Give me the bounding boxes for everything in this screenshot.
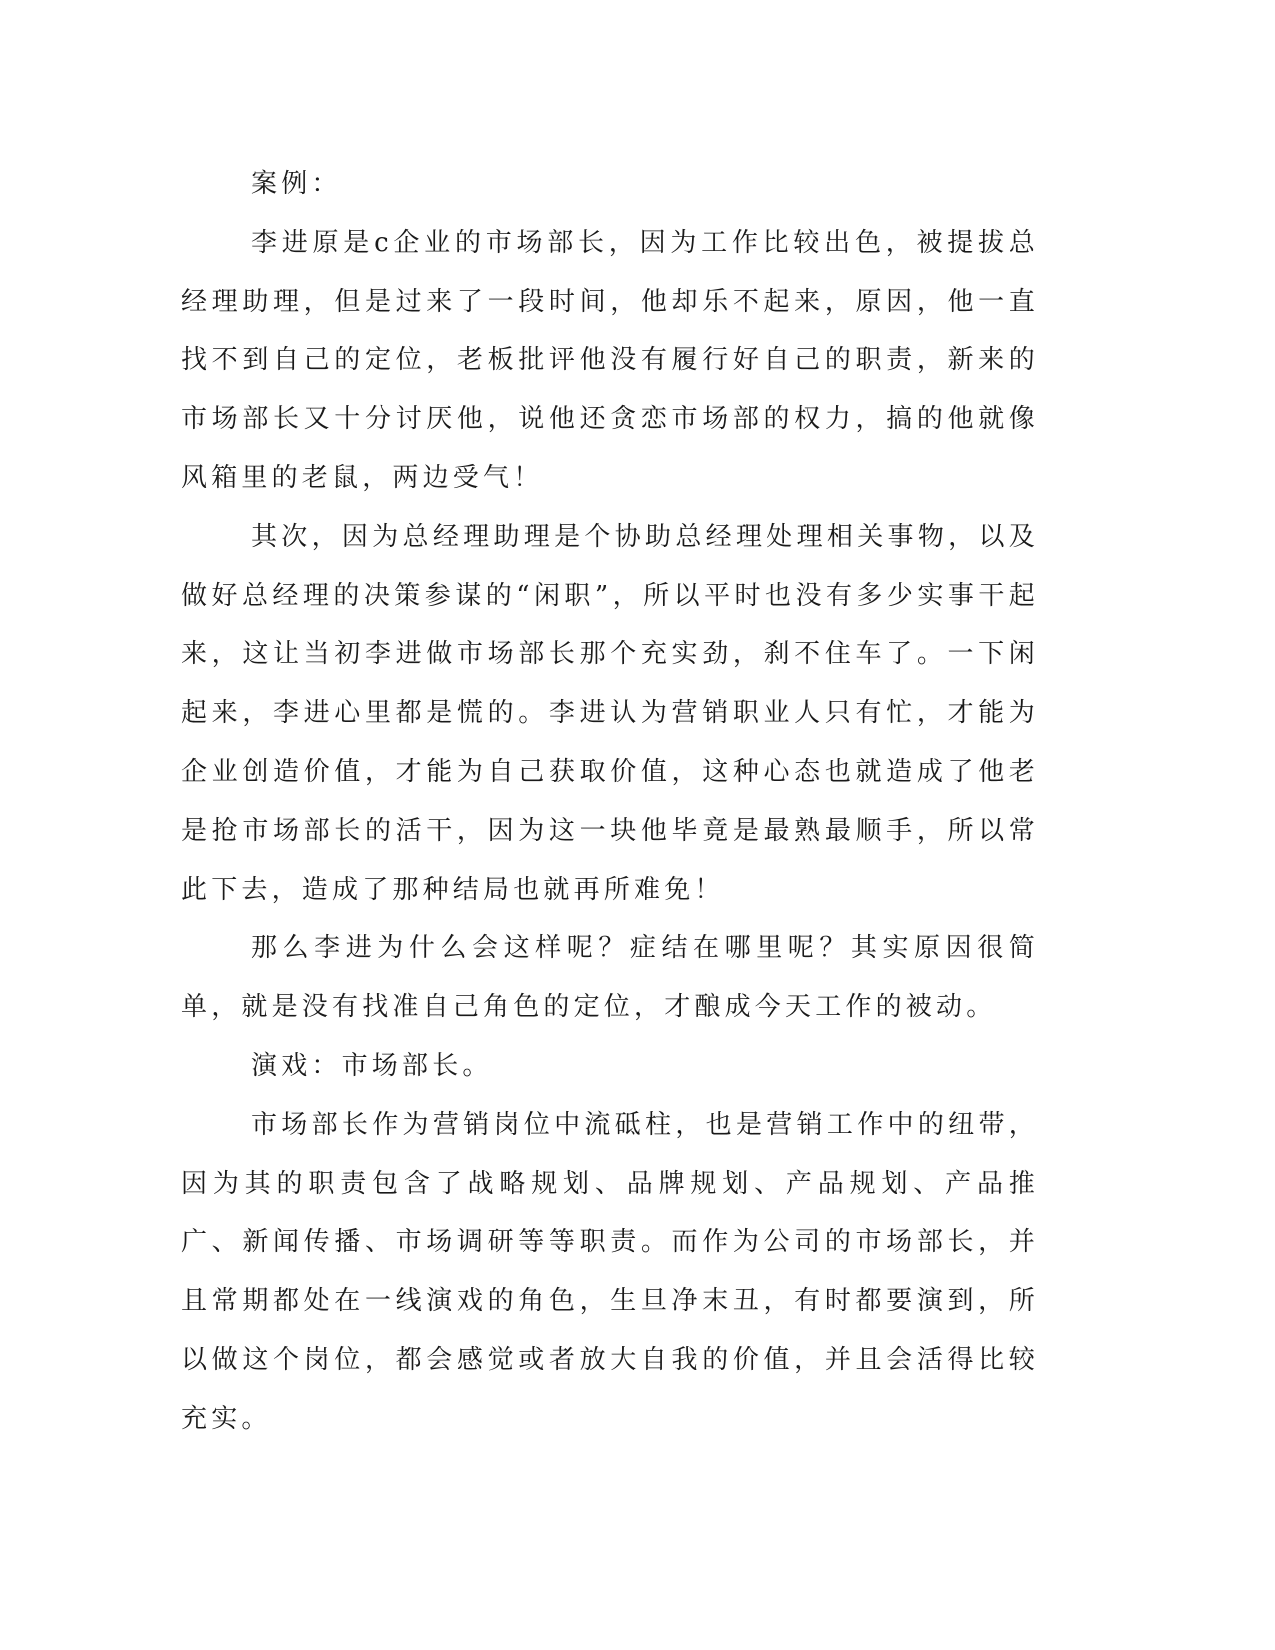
paragraph-case-heading: 案例：: [251, 169, 342, 199]
paragraph-case-story: 李进原是c企业的市场部长，因为工作比较出色，被提拔总经理助理，但是过来了一段时间，他却乐不起来，原因，他一直找不到自己的定位，老板批评他没有履行好自己的职责，新来的市场部长又十分讨厌他，说他还贪恋市场部的权力，搞的他就像风箱里的老鼠，两边受气！: [181, 227, 1039, 493]
paragraph-root-cause: 那么李进为什么会这样呢？症结在哪里呢？其实原因很简单，就是没有找准自己角色的定位，才酿成今天工作的被动。: [181, 933, 1039, 1023]
document-body: [181, 155, 1039, 1449]
paragraph-acting-heading: 演戏：市场部长。: [251, 1050, 493, 1081]
paragraph-second-reason: 其次，因为总经理助理是个协助总经理处理相关事物，以及做好总经理的决策参谋的“闲职”，所以平时也没有多少实事干起来，这让当初李进做市场部长那个充实劲，刹不住车了。一下闲起来，李进心里都是慌的。李进认为营销职业人只有忙，才能为企业创造价值，才能为自己获取价值，这种心态也就造成了他老是抢市场部长的活干，因为这一块他毕竟是最熟最顺手，所以常此下去，造成了那种结局也就再所难免！: [181, 521, 1039, 905]
paragraph-market-director-role: 市场部长作为营销岗位中流砥柱，也是营销工作中的纽带，因为其的职责包含了战略规划、品牌规划、产品规划、产品推广、新闻传播、市场调研等等职责。而作为公司的市场部长，并且常期都处在一线演戏的角色，生旦净末丑，有时都要演到，所以做这个岗位，都会感觉或者放大自我的价值，并且会活得比较充实。: [181, 1109, 1039, 1434]
